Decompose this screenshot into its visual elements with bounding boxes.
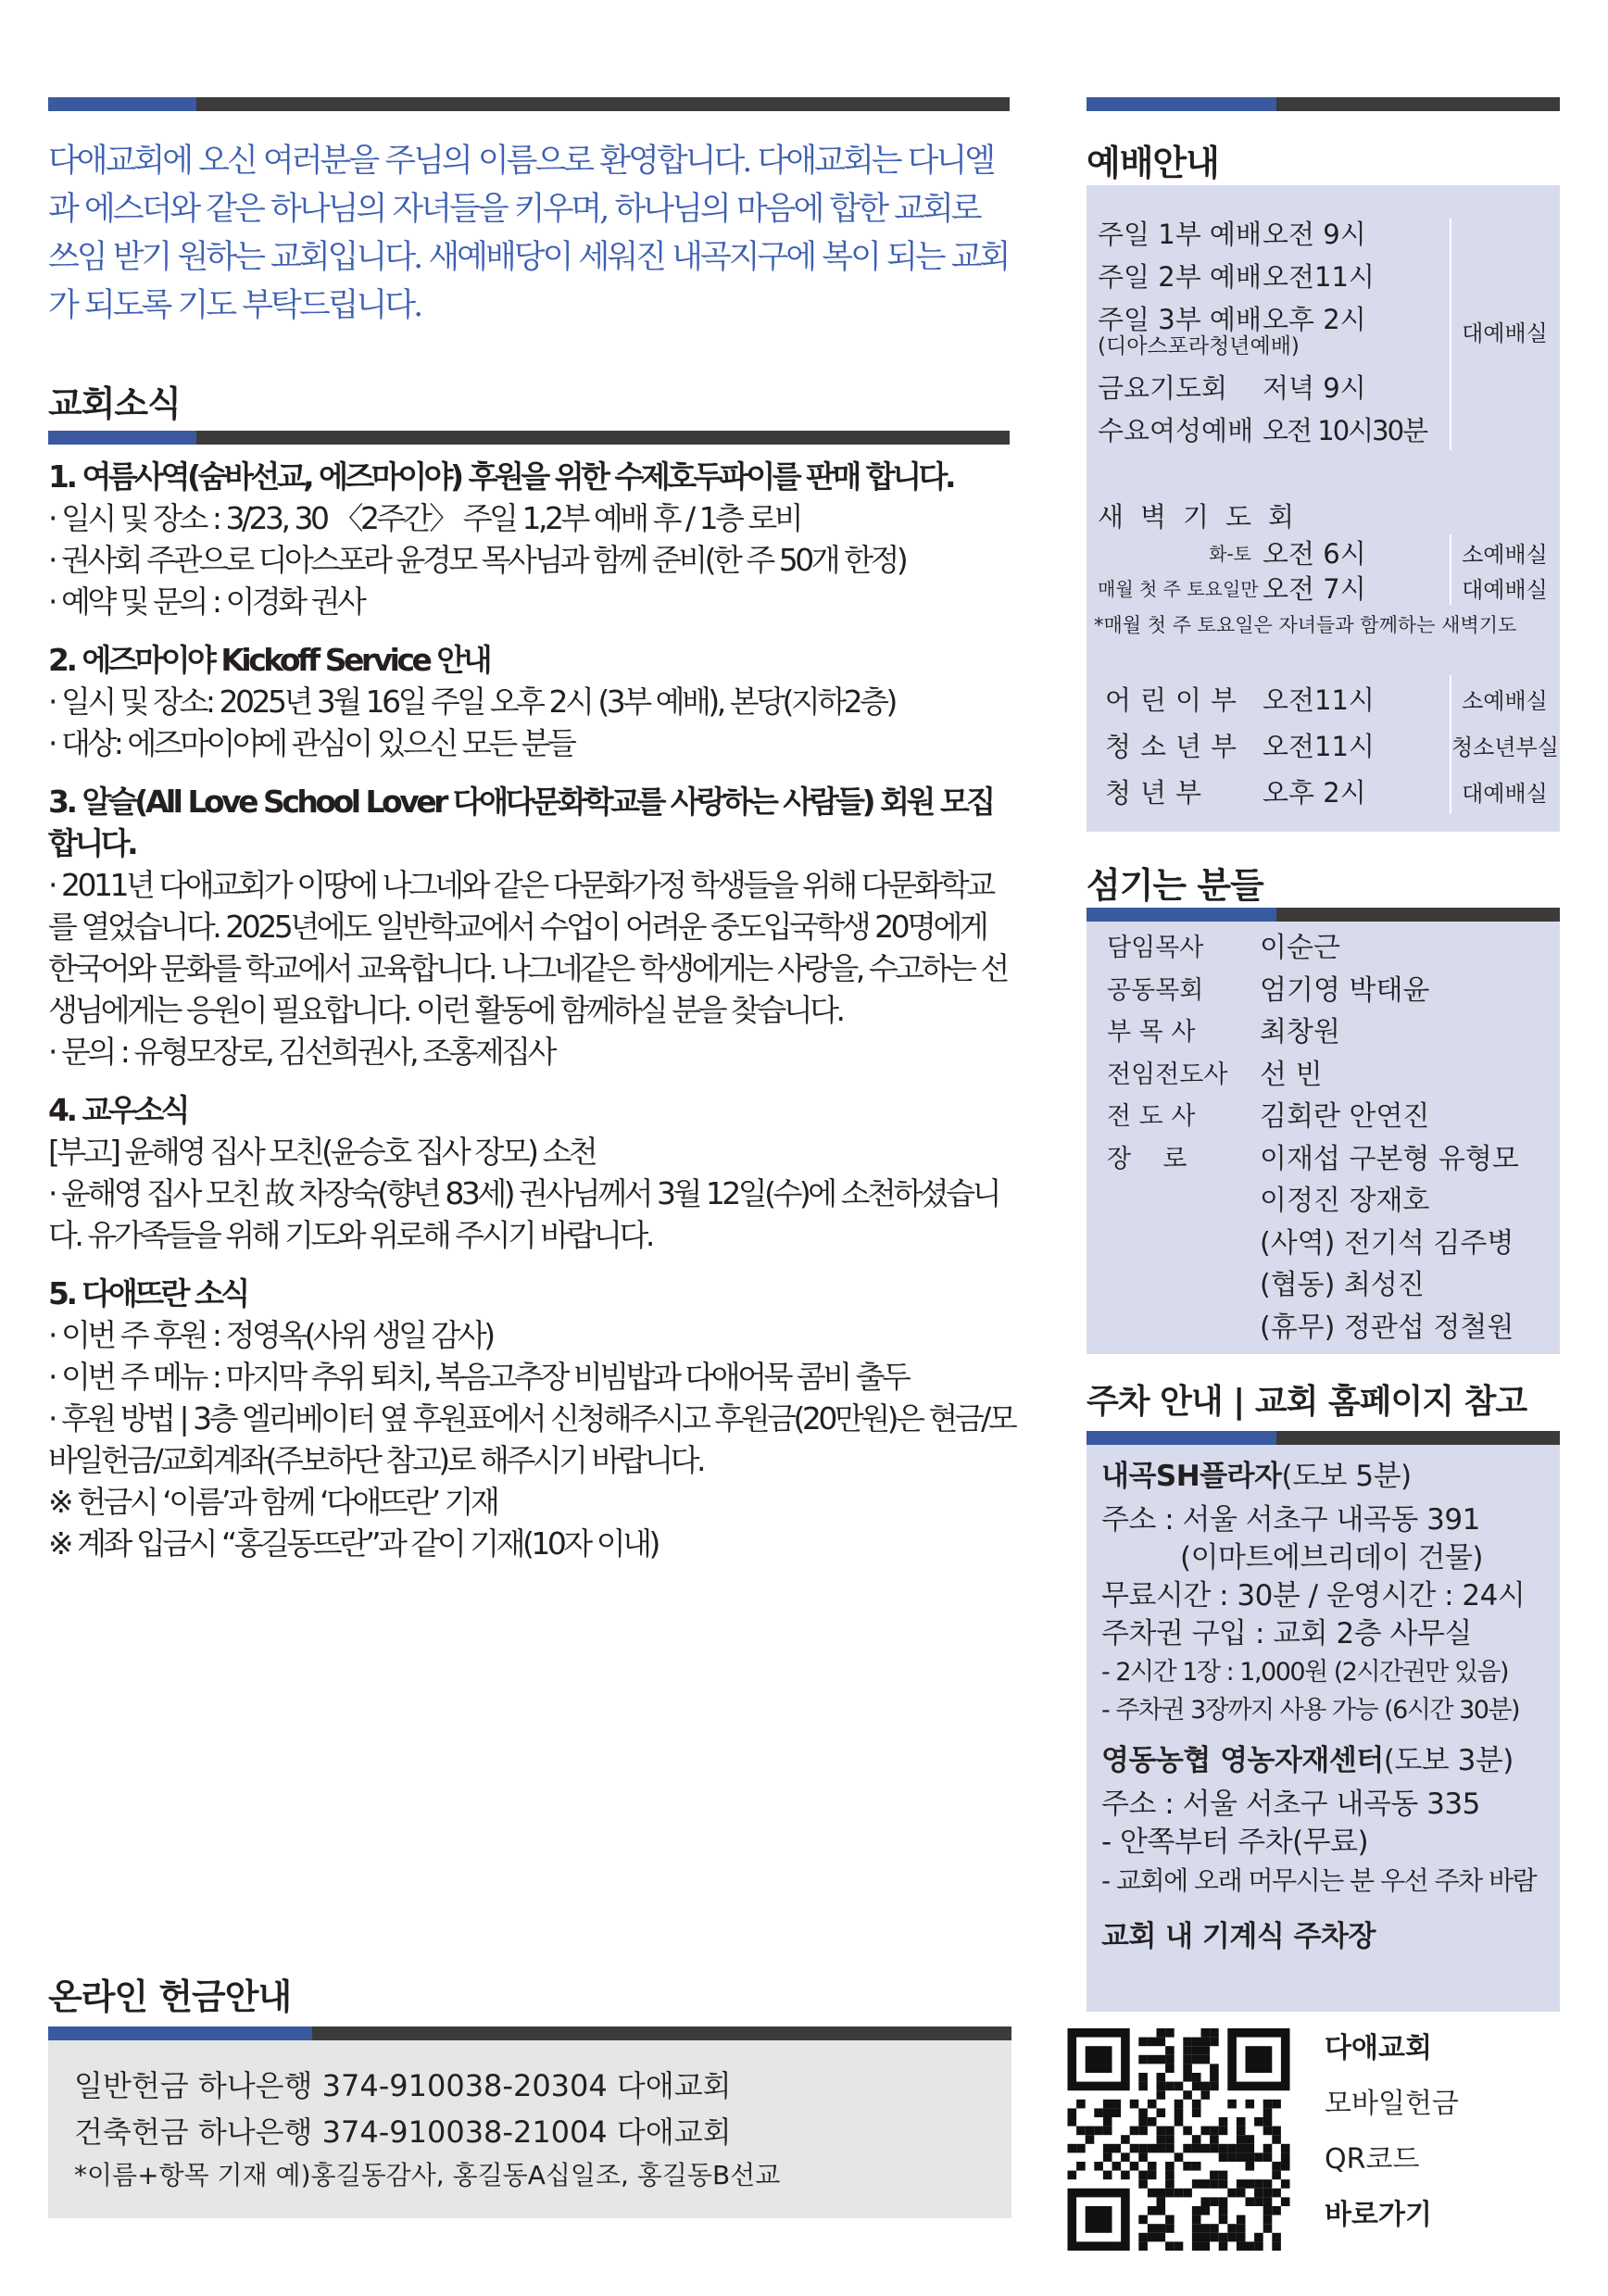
news-line: ※ 헌금시 ‘이름’과 함께 ‘다애뜨란’ 기재 xyxy=(48,1484,497,1520)
news-line: · 일시 및 장소: 2025년 3월 16일 주일 오후 2시 (3부 예배), 본당(지하2층) xyxy=(48,684,895,720)
dept-row xyxy=(1098,675,1560,721)
staff-row xyxy=(1107,1138,1560,1181)
parking-line: 무료시간 : 30분 / 운영시간 : 24시 xyxy=(1101,1579,1526,1612)
worship-title: 예배안내 xyxy=(1087,143,1219,183)
staff-row xyxy=(1107,1054,1560,1097)
worship-row xyxy=(1098,254,1450,296)
lot1-walk: (도보 5분) xyxy=(1281,1460,1412,1493)
giving-title: 온라인 헌금안내 xyxy=(48,1976,292,2017)
worship-row xyxy=(1098,408,1450,450)
news-line: · 윤해영 집사 모친 故 차장숙(향년 83세) 권사님께서 3월 12일(수)에 소천하셨습니다. 유가족들을 위해 기도와 위로해 주시기 바랍니다. xyxy=(48,1175,999,1253)
news-line: ※ 계좌 입금시 “홍길동뜨란”과 같이 기재(10자 이내) xyxy=(48,1525,658,1562)
lot3-name: 교회 내 기계식 주차장 xyxy=(1101,1920,1376,1953)
staff-role: 전 도 사 xyxy=(1107,1102,1196,1131)
lot1-name: 내곡SH플라자 xyxy=(1101,1460,1282,1493)
dept-name: 어린이부 xyxy=(1105,684,1247,716)
staff-names: 최창원 xyxy=(1260,1016,1340,1048)
dawn-time: 오전 6시 xyxy=(1263,537,1366,570)
divider-bar xyxy=(48,431,1010,445)
news-line: · 문의 : 유형모장로, 김선희권사, 조홍제집사 xyxy=(48,1034,554,1070)
parking-title: 주차 안내 | 교회 홈페이지 참고 xyxy=(1087,1383,1527,1421)
news-line: · 권사회 주관으로 디아스포라 윤경모 목사님과 함께 준비(한 주 50개 한정) xyxy=(48,542,906,578)
staff-role xyxy=(1107,1180,1260,1223)
dawn-day: 화-토 xyxy=(1209,542,1251,565)
dept-time: 오전11시 xyxy=(1263,684,1375,716)
parking-line: 주차권 구입 : 교회 2층 사무실 xyxy=(1101,1617,1472,1650)
welcome-text: 다애교회에 오신 여러분을 주님의 이름으로 환영합니다. 다애교회는 다니엘과 에스더와 같은 하나님의 자녀들을 키우며, 하나님의 마음에 합한 교회로 쓰임 받기 원하는 교회입니다. 새예배당이 세워진 내곡지구에 복이 되는 교회가 되도록 기도 부탁드립니다. xyxy=(48,143,1009,324)
lot2-walk: (도보 3분) xyxy=(1383,1744,1514,1777)
qr-caption-line: 바로가기 xyxy=(1325,2199,1432,2231)
service-name: 주일 1부 예배 xyxy=(1098,218,1262,250)
divider-bar xyxy=(1087,1431,1560,1445)
news-line: · 이번 주 후원 : 정영옥(사위 생일 감사) xyxy=(48,1317,493,1353)
staff-row xyxy=(1107,927,1560,970)
worship-row xyxy=(1098,365,1450,408)
staff-names: 이정진 장재호 xyxy=(1260,1185,1430,1217)
news-line: [부고] 윤해영 집사 모친(윤승호 집사 장모) 소천 xyxy=(48,1134,596,1170)
qr-caption xyxy=(1325,2021,1565,2243)
staff-role: 담임목사 xyxy=(1107,934,1204,962)
parking-line: - 교회에 오래 머무시는 분 우선 주차 바람 xyxy=(1101,1865,1537,1896)
news-line: · 일시 및 장소 : 3/23, 30 〈2주간〉 주일 1,2부 예배 후 / 1층 로비 xyxy=(48,500,801,536)
parking-line: - 주차권 3장까지 사용 가능 (6시간 30분) xyxy=(1101,1696,1520,1725)
staff-row xyxy=(1107,1096,1560,1138)
news-line: · 예약 및 문의 : 이경화 권사 xyxy=(48,583,364,620)
dept-time: 오전11시 xyxy=(1263,730,1375,762)
dawn-title: 새벽기도회 xyxy=(1098,501,1312,533)
dawn-room: 대예배실 xyxy=(1462,576,1548,603)
giving-note: *이름+항목 기재 예)홍길동감사, 홍길동A십일조, 홍길동B선교 xyxy=(74,2160,781,2190)
dept-row xyxy=(1098,768,1560,814)
staff-role: 부 목 사 xyxy=(1107,1018,1196,1047)
giving-box xyxy=(48,2040,1011,2218)
dept-room: 청소년부실 xyxy=(1451,734,1559,760)
divider-bar xyxy=(48,2026,1011,2040)
staff-names: (휴무) 정관섭 정철원 xyxy=(1260,1311,1514,1344)
parking-line: 주소 : 서울 서초구 내곡동 391 xyxy=(1101,1503,1480,1537)
news-item-title: 2. 에즈마이야 Kickoff Service 안내 xyxy=(48,642,490,678)
service-time: 오전 10시30분 xyxy=(1263,414,1427,446)
news-title: 교회소식 xyxy=(48,383,181,424)
staff-role xyxy=(1107,1307,1260,1349)
service-name: (디아스포라청년예배) xyxy=(1098,333,1300,358)
staff-names: 선 빈 xyxy=(1260,1058,1323,1091)
dawn-day: 매월 첫 주 토요일만 xyxy=(1098,577,1259,600)
staff-role xyxy=(1107,1223,1260,1265)
staff-role xyxy=(1107,1264,1260,1307)
news-line: · 후원 방법 | 3층 엘리베이터 옆 후원표에서 신청해주시고 후원금(20만원)은 현금/모바일헌금/교회계좌(주보하단 참고)로 해주시기 바랍니다. xyxy=(48,1400,1015,1478)
dept-room: 대예배실 xyxy=(1462,780,1548,807)
giving-building: 건축헌금 하나은행 374-910038-21004 다애교회 xyxy=(74,2114,732,2150)
divider-bar xyxy=(1087,908,1560,922)
parking-box xyxy=(1087,1445,1560,2012)
staff-names: (사역) 전기석 김주병 xyxy=(1260,1226,1514,1260)
news-line: · 대상: 에즈마이야에 관심이 있으신 모든 분들 xyxy=(48,725,574,761)
staff-role: 공동목회 xyxy=(1107,975,1204,1005)
service-name: 금요기도회 xyxy=(1098,371,1228,404)
giving-general: 일반헌금 하나은행 374-910038-20304 다애교회 xyxy=(74,2068,732,2103)
service-name: 주일 3부 예배 xyxy=(1098,303,1262,335)
dawn-row xyxy=(1098,570,1560,605)
qr-caption-line: 모바일헌금 xyxy=(1325,2088,1459,2120)
dawn-row xyxy=(1098,534,1560,570)
qr-caption-line: 다애교회 xyxy=(1325,2032,1432,2064)
service-time: 오전11시 xyxy=(1263,260,1375,293)
worship-row xyxy=(1098,211,1450,254)
staff-row xyxy=(1107,970,1560,1012)
staff-row xyxy=(1107,1011,1560,1054)
parking-line: - 안쪽부터 주차(무료) xyxy=(1101,1826,1369,1859)
staff-title: 섬기는 분들 xyxy=(1087,865,1263,906)
worship-box xyxy=(1087,185,1560,832)
dept-room: 소예배실 xyxy=(1462,687,1548,714)
divider-bar xyxy=(48,97,1010,111)
staff-names: 이순근 xyxy=(1260,932,1340,964)
dept-time: 오후 2시 xyxy=(1263,776,1366,809)
news-line: · 이번 주 메뉴 : 마지막 추위 퇴치, 복음고추장 비빔밥과 다애어묵 콤비 출두 xyxy=(48,1359,909,1395)
service-time: 저녁 9시 xyxy=(1263,371,1366,404)
divider-bar xyxy=(1087,97,1560,111)
news-line: · 2011년 다애교회가 이땅에 나그네와 같은 다문화가정 학생들을 위해 다문화학교를 열었습니다. 2025년에도 일반학교에서 수업이 어려운 중도입국학생 20명에게 한국어와 문화를 학교에서 교육합니다. 나그네같은 학생에게는 사랑을, 수고하는 선생님에게는 응원이 필요합니다. 이런 활동에 함께하실 분을 찾습니다. xyxy=(48,867,1007,1028)
service-time: 오후 2시 xyxy=(1263,303,1366,335)
qr-code-icon[interactable] xyxy=(1065,2028,1292,2251)
dawn-note: *매월 첫 주 토요일은 자녀들과 함께하는 새벽기도 xyxy=(1094,614,1517,636)
dawn-time: 오전 7시 xyxy=(1263,572,1366,605)
dept-name: 청년부 xyxy=(1105,776,1212,809)
dawn-room: 소예배실 xyxy=(1462,541,1548,568)
staff-role: 장 로 xyxy=(1107,1144,1187,1173)
service-time: 오전 9시 xyxy=(1263,218,1366,250)
qr-caption-line: QR코드 xyxy=(1325,2143,1420,2176)
dept-row xyxy=(1098,721,1560,768)
staff-row xyxy=(1107,1264,1560,1307)
staff-names: 김회란 안연진 xyxy=(1260,1100,1430,1133)
staff-box xyxy=(1087,922,1560,1354)
service-name: 주일 2부 예배 xyxy=(1098,260,1262,293)
worship-row xyxy=(1098,330,1450,358)
staff-row xyxy=(1107,1180,1560,1223)
news-item-title: 4. 교우소식 xyxy=(48,1092,187,1128)
dept-name: 청소년부 xyxy=(1105,730,1247,762)
staff-row xyxy=(1107,1223,1560,1265)
parking-line: (이마트에브리데이 건물) xyxy=(1180,1541,1484,1575)
parking-line: - 2시간 1장 : 1,000원 (2시간권만 있음) xyxy=(1101,1658,1509,1687)
lot2-name: 영동농협 영농자재센터 xyxy=(1101,1744,1384,1777)
service-name: 수요여성예배 xyxy=(1098,414,1254,446)
staff-names: 이재섭 구본형 유형모 xyxy=(1260,1142,1519,1175)
news-item-title: 3. 알슬(All Love School Lover 다애다문화학교를 사랑하는 사람들) 회원 모집합니다. xyxy=(48,784,993,861)
staff-role: 전임전도사 xyxy=(1107,1060,1228,1089)
news-list xyxy=(48,456,1016,1564)
main-room: 대예배실 xyxy=(1462,320,1548,346)
news-item-title: 1. 여름사역(숨바선교, 에즈마이야) 후원을 위한 수제호두파이를 판매 합니다. xyxy=(48,458,953,495)
news-item-title: 5. 다애뜨란 소식 xyxy=(48,1275,247,1311)
staff-row xyxy=(1107,1307,1560,1349)
staff-names: 엄기영 박태윤 xyxy=(1260,973,1430,1007)
staff-names: (협동) 최성진 xyxy=(1260,1269,1425,1301)
parking-line: 주소 : 서울 서초구 내곡동 335 xyxy=(1101,1788,1480,1821)
